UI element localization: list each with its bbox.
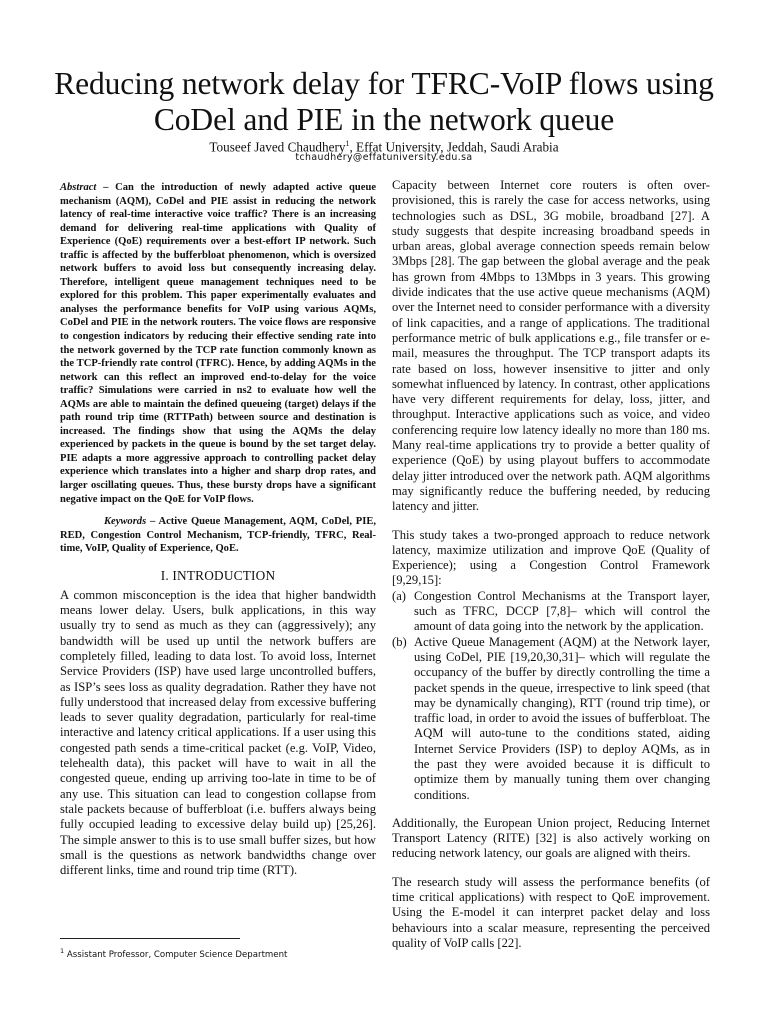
body-paragraph: Capacity between Internet core routers is often over-provisioned, this is rarely the case for access networks, using technologies such as DSL, 3G mobile, broadband [27]. A study suggests that despite increasing broadband speeds in urban areas, global average connection speeds remain below 3Mbps [28]. The gap between the global average and the peak has grown from 4Mbps to 13Mbps in 3 years. This growing divide indicates that the use active queue mechanisms (AQM) over the Internet need to consider performance with a diversity of link capacities, and a range of applications. The traditional performance metric of bulk applications e.g., file transfer or e-mail, measures the throughput. The TCP transport adapts its rate based on loss, however insensitive to jitter and only somewhat influenced by latency. In contrast, other applications have very different requirements for delay, loss, jitter, and throughput. Interactive applications such as voice, and video conferencing require low latency ideally no more than 180 ms. Many real-time applications try to provide a better quality of experience (QoE) by using playout buffers to accommodate delay jitter introduced over the network path. AQM algorithms may significantly reduce the buffering needed, by reducing latency and jitter. — [392, 178, 710, 514]
footnote-text: Assistant Professor, Computer Science Department — [64, 949, 288, 960]
section-heading-introduction: I. INTRODUCTION — [160, 567, 276, 583]
list-item — [392, 635, 710, 803]
left-column — [60, 181, 376, 878]
footnote — [60, 945, 460, 961]
author-affiliation: , Effat University, Jeddah, Saudi Arabia — [349, 139, 559, 155]
keywords-text: – Active Queue Management, AQM, CoDel, PIE, RED, Congestion Control Mechanism, TCP-friendly, TFRC, Real-time, VoIP, Quality of Experience, QoE. — [60, 516, 376, 555]
body-paragraph: This study takes a two-pronged approach to reduce network latency, maximize utilization and improve QoE (Quality of Experience); using a Congestion Control Framework [9,29,15]: — [392, 527, 710, 588]
keywords-label: Keywords — [104, 516, 147, 528]
author-name: Touseef Javed Chaudhery — [209, 139, 346, 155]
footnote-marker: 1 — [60, 947, 65, 955]
keywords — [60, 515, 376, 556]
author-footnote-marker: 1 — [345, 139, 350, 148]
body-paragraph: The research study will assess the performance benefits (of time critical applications) with respect to QoE improvement. Using the E-model it can interpret packet delay and loss behaviours into a scalar measure, representing the perceived quality of VoIP calls [22]. — [392, 874, 710, 950]
list-item-text: Congestion Control Mechanisms at the Transport layer, such as TFRC, DCCP [7,8]– which will control the amount of data going into the network by the application. — [414, 588, 710, 634]
author-email[interactable]: tchaudhery@effatuniversity.edu.sa — [295, 152, 473, 163]
paper-title: Reducing network delay for TFRC-VoIP flows using CoDel and PIE in the network queue — [54, 66, 714, 137]
abstract — [60, 181, 376, 506]
body-paragraph: Additionally, the European Union project, Reducing Internet Transport Latency (RITE) [32] is also actively working on reducing network latency, our goals are aligned with theirs. — [392, 815, 710, 861]
footnote-divider — [60, 938, 240, 939]
list-item — [392, 589, 710, 635]
right-column — [392, 178, 710, 951]
abstract-text: – Can the introduction of newly adapted active queue mechanism (AQM), CoDel and PIE assist in reducing the network latency of real-time interactive voice traffic? There is an increasing demand for delivering real-time applications with Quality of Experience (QoE) requirements over a best-effort IP network. Such traffic is affected by the bufferbloat phenomenon, which is oversized network buffers to avoid loss but consequently increasing delay. Therefore, intelligent queue management techniques need to be explored for this problem. This paper experimentally evaluates and analyses the performance benefits for VoIP using various AQMs, CoDel and PIE in the network routers. The voice flows are responsive to congestion indicators by reducing their effective sending rate into the network governed by the TCP rate function commonly known as the TCP-friendly rate control (TFRC). Hence, by adding AQMs in the network can this reflect an improved end-to-delay for the voice traffic? Simulations were carried in ns2 to evaluate how well the AQMs are able to maintain the defined queueing (target) delays if the path round trip time (RTTPath) between source and destination is increased. The findings show that using the AQMs the delay experienced by packets in the queue is bound by the set target delay. PIE adapts a more aggressive approach to controlling packet delay experience which translates into a higher and sharp drop rates, and larger oscillating queues. Thus, these bursty drops have a significant negative impact on the QoE for VoIP flows. — [60, 182, 376, 505]
approach-list — [392, 589, 710, 803]
list-item-text: Active Queue Management (AQM) at the Network layer, using CoDel, PIE [19,20,30,31]– which will regulate the occupancy of the buffer by directly controlling the time a packet spends in the queue, irrespective to link speed (that may be dynamically changing), RTT (round trip time), or traffic load, in order to avoid the issues of bufferbloat. The AQM will auto-tune to the conditions stated, aiding Internet Service Providers (ISP) to deploy AQMs, as in the past they were avoided because it is difficult to optimize them by manually tuning them over changing conditions. — [414, 634, 710, 802]
list-marker: (a) — [392, 588, 406, 603]
abstract-label: Abstract — [60, 182, 97, 193]
intro-paragraph: A common misconception is the idea that higher bandwidth means lower delay. Users, bulk applications, in this way usually try to send as much as they can (aggressively); any bandwidth will be used up until the network buffers are completely filled, leading to data lost. To avoid loss, Internet Service Providers (ISP) have used large uncontrolled buffers, as ISP’s sees loss as quality degradation. Rather they have not fully understood that increased delay from excessive buffering leads to sever quality degradation, particularly for real-time interactive and latency critical applications. If a user using this congested path sends a time-critical packet (e.g. VoIP, Video, telehealth data), this packet will have to wait in all the congested queue, ending up arriving too-late in time to be of any use. This situation can lead to congestion collapse from stale packets because of bufferbloat (i.e. buffers always being fully occupied leading to excessive delay build up) [25,26]. The simple answer to this is to use small buffer sizes, but how small is the questions as network bandwidths change over different links, time and round trip time (RTT). — [60, 587, 376, 878]
list-marker: (b) — [392, 634, 407, 649]
